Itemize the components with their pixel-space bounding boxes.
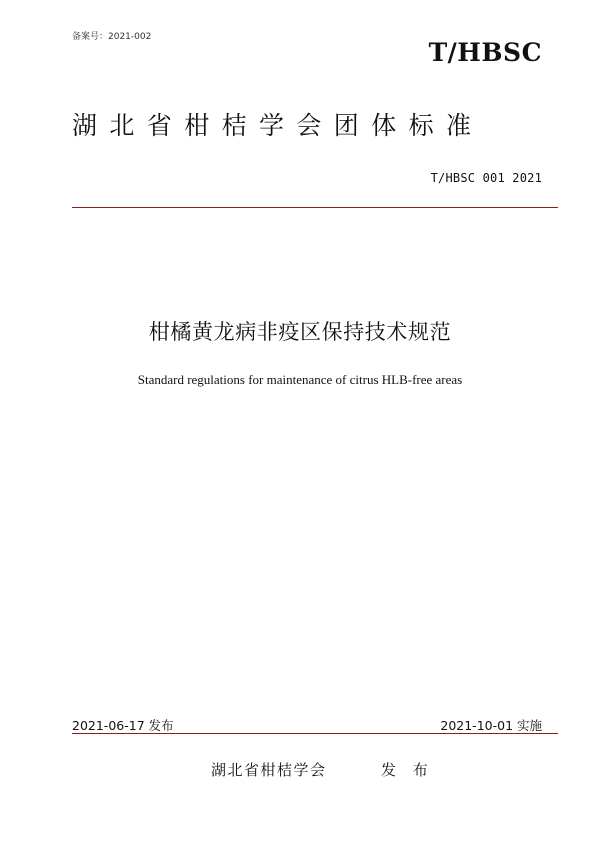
issue-date: 2021-06-17 发布 [72,718,174,733]
bottom-divider [72,733,558,734]
standard-number: T/HBSC 001 2021 [430,171,542,185]
organization-code: T/HBSC [428,38,542,67]
top-divider [72,207,558,208]
record-number: 备案号：2021-002 [72,32,152,42]
publisher-name: 湖北省柑桔学会 [211,761,327,779]
publish-label: 发 布 [381,761,434,779]
document-title-english: Standard regulations for maintenance of citrus HLB-free areas [137,372,463,387]
standard-category-title: 湖北省柑桔学会团体标准 [72,111,484,140]
implementation-date: 2021-10-01 实施 [440,718,542,733]
document-title-chinese: 柑橘黄龙病非疫区保持技术规范 [148,320,452,344]
